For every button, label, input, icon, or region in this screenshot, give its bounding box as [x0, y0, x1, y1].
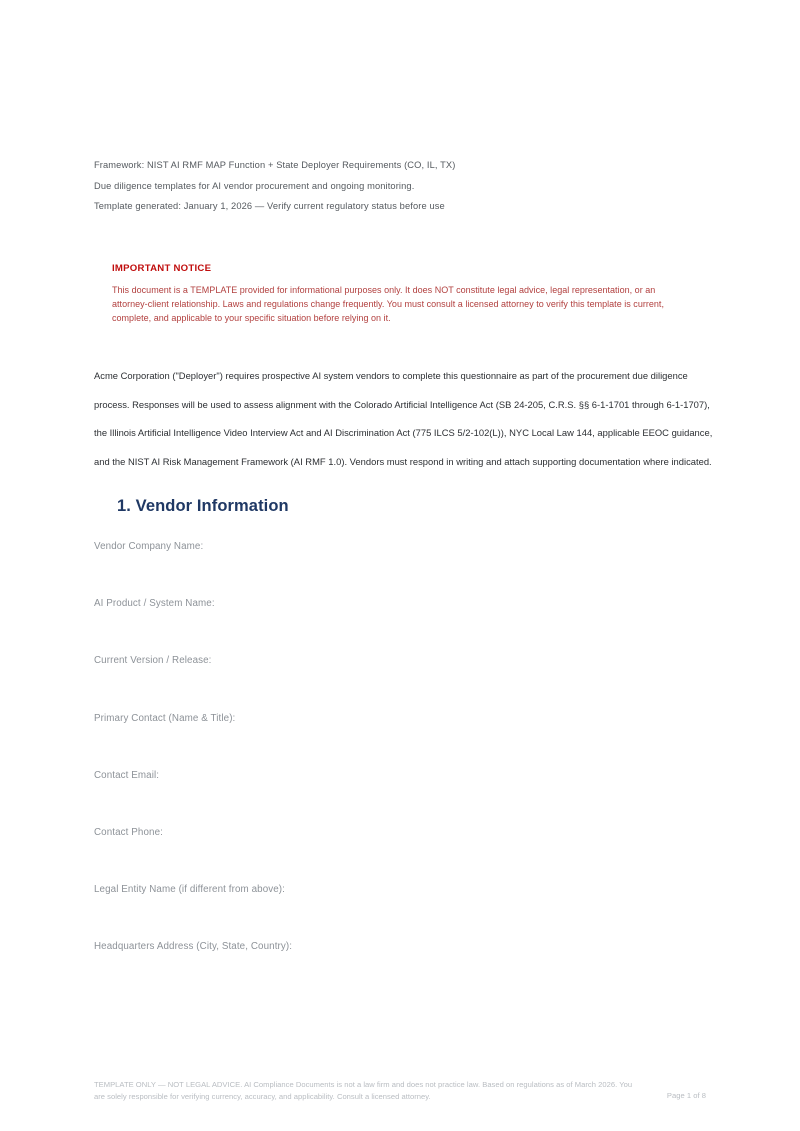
vendor-information-fields — [94, 540, 734, 998]
field-row — [94, 769, 734, 826]
field-label-legal-entity-name: Legal Entity Name (if different from above): — [94, 884, 285, 896]
important-notice-body: This document is a TEMPLATE provided for informational purposes only. It does NOT constitute legal advice, legal representation, or an attorney-client relationship. Laws and regulations change frequently. You must consult a licensed attorney to verify this template is current, complete, and applicable to your specific situation before relying on it. — [112, 285, 664, 324]
important-notice-title: IMPORTANT NOTICE — [112, 263, 212, 274]
section-heading-vendor-information: 1. Vendor Information — [117, 497, 289, 515]
field-row — [94, 826, 734, 883]
page-footer — [94, 1079, 706, 1102]
field-row — [94, 712, 734, 769]
field-label-primary-contact: Primary Contact (Name & Title): — [94, 712, 236, 724]
field-label-ai-product-system-name: AI Product / System Name: — [94, 598, 215, 610]
field-row — [94, 883, 734, 940]
field-row — [94, 940, 734, 997]
field-label-current-version-release: Current Version / Release: — [94, 655, 212, 667]
footer-disclaimer: TEMPLATE ONLY — NOT LEGAL ADVICE. AI Compliance Documents is not a law firm and does not practice law. Based on regulations as of March 2026. You are solely responsible for verifying currency, accuracy, and applicability. Consult a licensed attorney. — [94, 1080, 633, 1101]
field-row — [94, 654, 734, 711]
field-label-vendor-company-name: Vendor Company Name: — [94, 541, 204, 552]
field-label-headquarters-address: Headquarters Address (City, State, Country): — [94, 941, 293, 953]
field-label-contact-email: Contact Email: — [94, 769, 160, 781]
purpose-line: Due diligence templates for AI vendor procurement and ongoing monitoring. — [94, 180, 415, 191]
framework-line: Framework: NIST AI RMF MAP Function + State Deployer Requirements (CO, IL, TX) — [94, 160, 456, 170]
generated-date-line: Template generated: January 1, 2026 — Verify current regulatory status before use — [94, 201, 445, 211]
field-row — [94, 597, 734, 654]
field-label-contact-phone: Contact Phone: — [94, 826, 163, 838]
field-row — [94, 540, 734, 597]
footer-page-number: Page 1 of 8 — [666, 1091, 706, 1101]
document-meta-header — [94, 155, 734, 217]
intro-paragraph: Acme Corporation ("Deployer") requires prospective AI system vendors to complete this questionnaire as part of the procurement due diligence process. Responses will be used to assess alignment with the Colorado Artificial Intelligence Act (SB 24-205, C.R.S. §§ 6-1-1701 through 6-1-1707), the Illinois Artificial Intelligence Video Interview Act and AI Discrimination Act (775 ILCS 5/2-102(L)), NYC Local Law 144, applicable EEOC guidance, and the NIST AI Risk Management Framework (AI RMF 1.0). Vendors must respond in writing and attach supporting documentation where indicated. — [94, 370, 713, 467]
important-notice-block — [112, 262, 692, 325]
